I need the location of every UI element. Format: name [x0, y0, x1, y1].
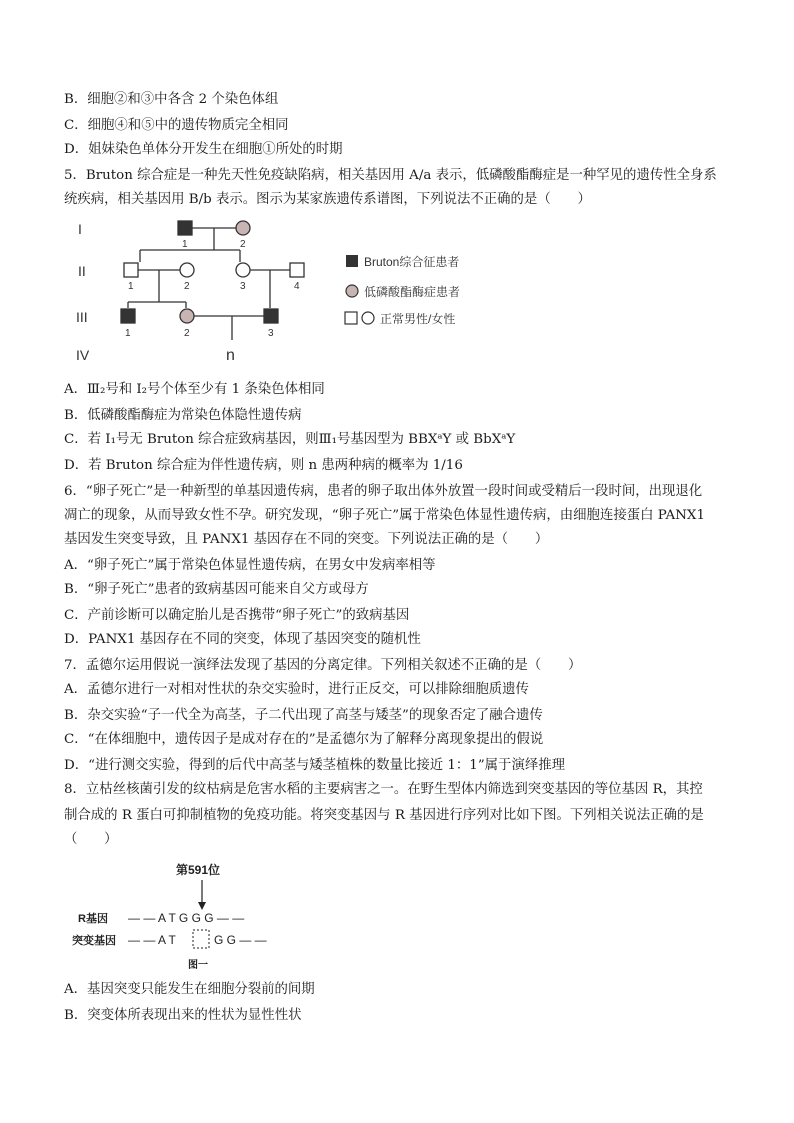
figure-caption: 图一: [188, 960, 208, 971]
q6-stem-line3: 基因发生突变导致，且 PANX1 基因存在不同的突变。下列说法正确的是（ ）: [64, 532, 549, 547]
legend-normal-label: 正常男性/女性: [380, 312, 456, 326]
num-II3: 3: [240, 281, 246, 292]
gen-label-I: I: [78, 221, 82, 237]
num-III3: 3: [268, 328, 274, 339]
r-gene-sequence: — — A T G G G — —: [128, 911, 245, 925]
q4-option-c: C．细胞④和⑤中的遗传物质完全相同: [64, 118, 289, 133]
legend-hypo-label: 低磷酸酯酶症患者: [364, 285, 461, 299]
legend-normal-male-swatch: [345, 312, 357, 324]
q6-stem-line2: 凋亡的现象，从而导致女性不孕。研究发现，“卵子死亡”属于常染色体显性遗传病，由细胞连接蛋白 PANX1: [64, 508, 705, 523]
q6-option-a: A．“卵子死亡”属于常染色体显性遗传病，在男女中发病率相等: [64, 558, 436, 573]
pedigree-II2-normal-female: [180, 263, 194, 277]
q6-option-b: B．“卵子死亡”患者的致病基因可能来自父方或母方: [64, 582, 369, 597]
gen-label-IV: IV: [76, 347, 90, 363]
q6-stem-line1: 6．“卵子死亡”是一种新型的单基因遗传病，患者的卵子取出体外放置一段时间或受精后一段时间，出现退化: [64, 484, 703, 499]
pedigree-III1-affected-male: [121, 309, 135, 323]
sequence-comparison-figure: [68, 856, 298, 976]
mutant-sequence-left: — — A T: [128, 933, 176, 947]
q8-option-a: A．基因突变只能发生在细胞分裂前的间期: [64, 982, 315, 997]
pedigree-chart: [64, 212, 484, 370]
pedigree-III3-affected-male: [264, 309, 278, 323]
q7-option-b: B．杂交实验“子一代全为高茎，子二代出现了高茎与矮茎”的现象否定了融合遗传: [64, 708, 543, 723]
q5-option-d: D．若 Bruton 综合症为伴性遗传病，则 n 患两种病的概率为 1/16: [64, 458, 463, 473]
pedigree-I1-affected-male: [178, 221, 192, 235]
position-label: 第591位: [176, 863, 221, 877]
q5-option-a: A．Ⅲ₂号和 I₂号个体至少有 1 条染色体相同: [64, 382, 325, 397]
num-II2: 2: [184, 281, 190, 292]
q6-option-c: C．产前诊断可以确定胎儿是否携带“卵子死亡”的致病基因: [64, 608, 410, 623]
legend-normal-female-swatch: [362, 312, 374, 324]
pedigree-n-label: n: [226, 347, 235, 364]
q7-option-d: D．“进行测交实验，得到的后代中高茎与矮茎植株的数量比接近 1：1”属于演绎推理: [64, 758, 566, 773]
q4-option-b: B．细胞②和③中各含 2 个染色体组: [64, 92, 279, 107]
num-I2: 2: [240, 239, 246, 250]
num-III2: 2: [184, 328, 190, 339]
q7-option-c: C．“在体细胞中，遗传因子是成对存在的”是孟德尔为了解释分离现象提出的假说: [64, 732, 544, 747]
gen-label-III: III: [76, 309, 88, 325]
legend-bruton-swatch: [346, 255, 358, 267]
q5-stem-line1: 5．Bruton 综合症是一种先天性免疫缺陷病，相关基因用 A/a 表示，低磷酸酯酶症是一种罕见的遗传性全身系: [64, 168, 717, 183]
pedigree-II1-normal-male: [124, 263, 138, 277]
q8-stem-line1: 8．立枯丝核菌引发的纹枯病是危害水稻的主要病害之一。在野生型体内筛选到突变基因的等位基因 R，其控: [64, 782, 703, 797]
q7-option-a: A．孟德尔进行一对相对性状的杂交实验时，进行正反交，可以排除细胞质遗传: [64, 682, 529, 697]
q8-stem-line2: 制合成的 R 蛋白可抑制植物的免疫功能。将突变基因与 R 基因进行序列对比如下图。下列相关说法正确的是: [64, 808, 704, 823]
num-III1: 1: [125, 328, 131, 339]
pedigree-II3-normal-female: [236, 263, 250, 277]
mutant-gene-label: 突变基因: [72, 935, 116, 947]
deletion-box: [193, 930, 209, 948]
q6-option-d: D．PANX1 基因存在不同的突变，体现了基因突变的随机性: [64, 632, 421, 647]
q7-stem: 7．孟德尔运用假说一演绎法发现了基因的分离定律。下列相关叙述不正确的是（ ）: [64, 658, 582, 673]
q5-option-c: C．若 I₁号无 Bruton 综合症致病基因，则Ⅲ₁号基因型为 BBXᵃY 或 BbXᵃY: [64, 432, 516, 447]
pedigree-I2-affected-female: [236, 221, 250, 235]
pedigree-III2-affected-female: [180, 309, 194, 323]
q5-stem-line2: 统疾病，相关基因用 B/b 表示。图示为某家族遗传系谱图，下列说法不正确的是（ ）: [64, 192, 591, 207]
r-gene-label: R基因: [78, 913, 108, 925]
num-II4: 4: [294, 281, 300, 292]
legend-bruton-label: Bruton综合征患者: [364, 255, 460, 269]
q5-option-b: B．低磷酸酯酶症为常染色体隐性遗传病: [64, 408, 302, 423]
pedigree-II4-normal-male: [290, 263, 304, 277]
gen-label-II: II: [78, 263, 86, 279]
q4-option-d: D．姐妹染色单体分开发生在细胞①所处的时期: [64, 142, 343, 157]
num-II1: 1: [128, 281, 134, 292]
q8-option-b: B．突变体所表现出来的性状为显性性状: [64, 1008, 302, 1023]
position-arrowhead: [198, 902, 206, 910]
q8-stem-line3: （ ）: [64, 832, 118, 847]
num-I1: 1: [182, 239, 188, 250]
mutant-sequence-right: G G — —: [214, 933, 267, 947]
legend-hypo-swatch: [346, 285, 358, 297]
